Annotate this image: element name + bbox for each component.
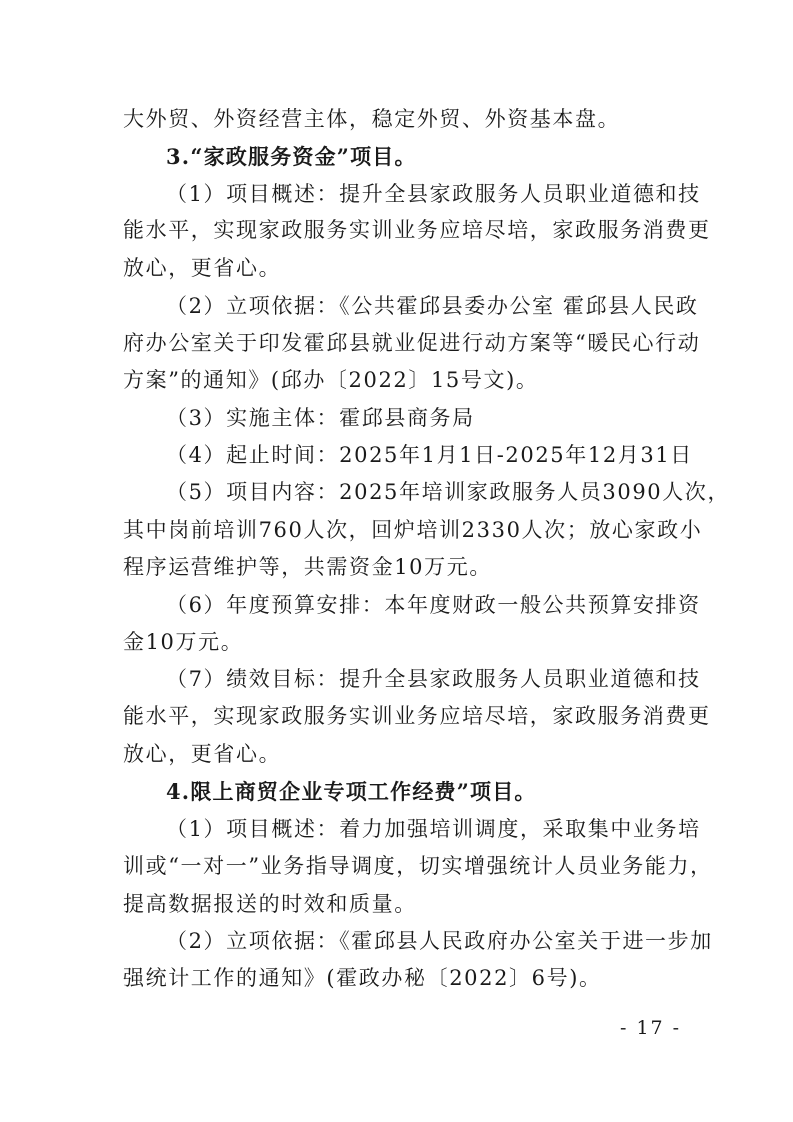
body-text-line: 能水平，实现家政服务实训业务应培尽培，家政服务消费更 bbox=[123, 218, 711, 242]
body-text-line: 金10万元。 bbox=[123, 630, 244, 654]
body-text-line: 能水平，实现家政服务实训业务应培尽培，家政服务消费更 bbox=[123, 704, 711, 728]
body-text-line: 训或“一对一”业务指导调度，切实增强统计人员业务能力， bbox=[123, 854, 713, 878]
body-text-line: （1）项目概述：提升全县家政服务人员职业道德和技 bbox=[166, 182, 701, 206]
body-text-line: （7）绩效目标：提升全县家政服务人员职业道德和技 bbox=[166, 667, 701, 691]
body-text-line: （2）立项依据：《霍邱县人民政府办公室关于进一步加 bbox=[166, 929, 713, 953]
body-text-line: （4）起止时间：2025年1月1日-2025年12月31日 bbox=[166, 443, 693, 467]
body-text-line: 大外贸、外资经营主体，稳定外贸、外资基本盘。 bbox=[123, 107, 621, 131]
body-text-line: （3）实施主体：霍邱县商务局 bbox=[166, 406, 475, 430]
body-text-line: 方案”的通知》(邱办〔2022〕15号文)。 bbox=[123, 368, 539, 392]
body-text-line: 府办公室关于印发霍邱县就业促进行动方案等“暖民心行动 bbox=[123, 331, 701, 355]
body-text-line: 强统计工作的通知》(霍政办秘〔2022〕6号)。 bbox=[123, 966, 602, 990]
body-text-line: 放心，更省心。 bbox=[123, 742, 282, 766]
body-text-line: 放心，更省心。 bbox=[123, 256, 282, 280]
body-text-line: 提高数据报送的时效和质量。 bbox=[123, 892, 417, 916]
body-text-line: （1）项目概述：着力加强培训调度，采取集中业务培 bbox=[166, 817, 701, 841]
section-heading: 3.“家政服务资金”项目。 bbox=[166, 144, 417, 169]
body-text-line: （5）项目内容：2025年培训家政服务人员3090人次， bbox=[166, 480, 731, 504]
body-text-line: 程序运营维护等，共需资金10万元。 bbox=[123, 555, 492, 579]
body-text-line: 其中岗前培训760人次，回炉培训2330人次；放心家政小 bbox=[123, 518, 703, 542]
section-heading: 4.限上商贸企业专项工作经费”项目。 bbox=[166, 779, 537, 804]
body-text-line: （2）立项依据：《公共霍邱县委办公室 霍邱县人民政 bbox=[166, 294, 699, 318]
page-number: - 17 - bbox=[620, 1017, 682, 1039]
body-text-line: （6）年度预算安排：本年度财政一般公共预算安排资 bbox=[166, 593, 701, 617]
